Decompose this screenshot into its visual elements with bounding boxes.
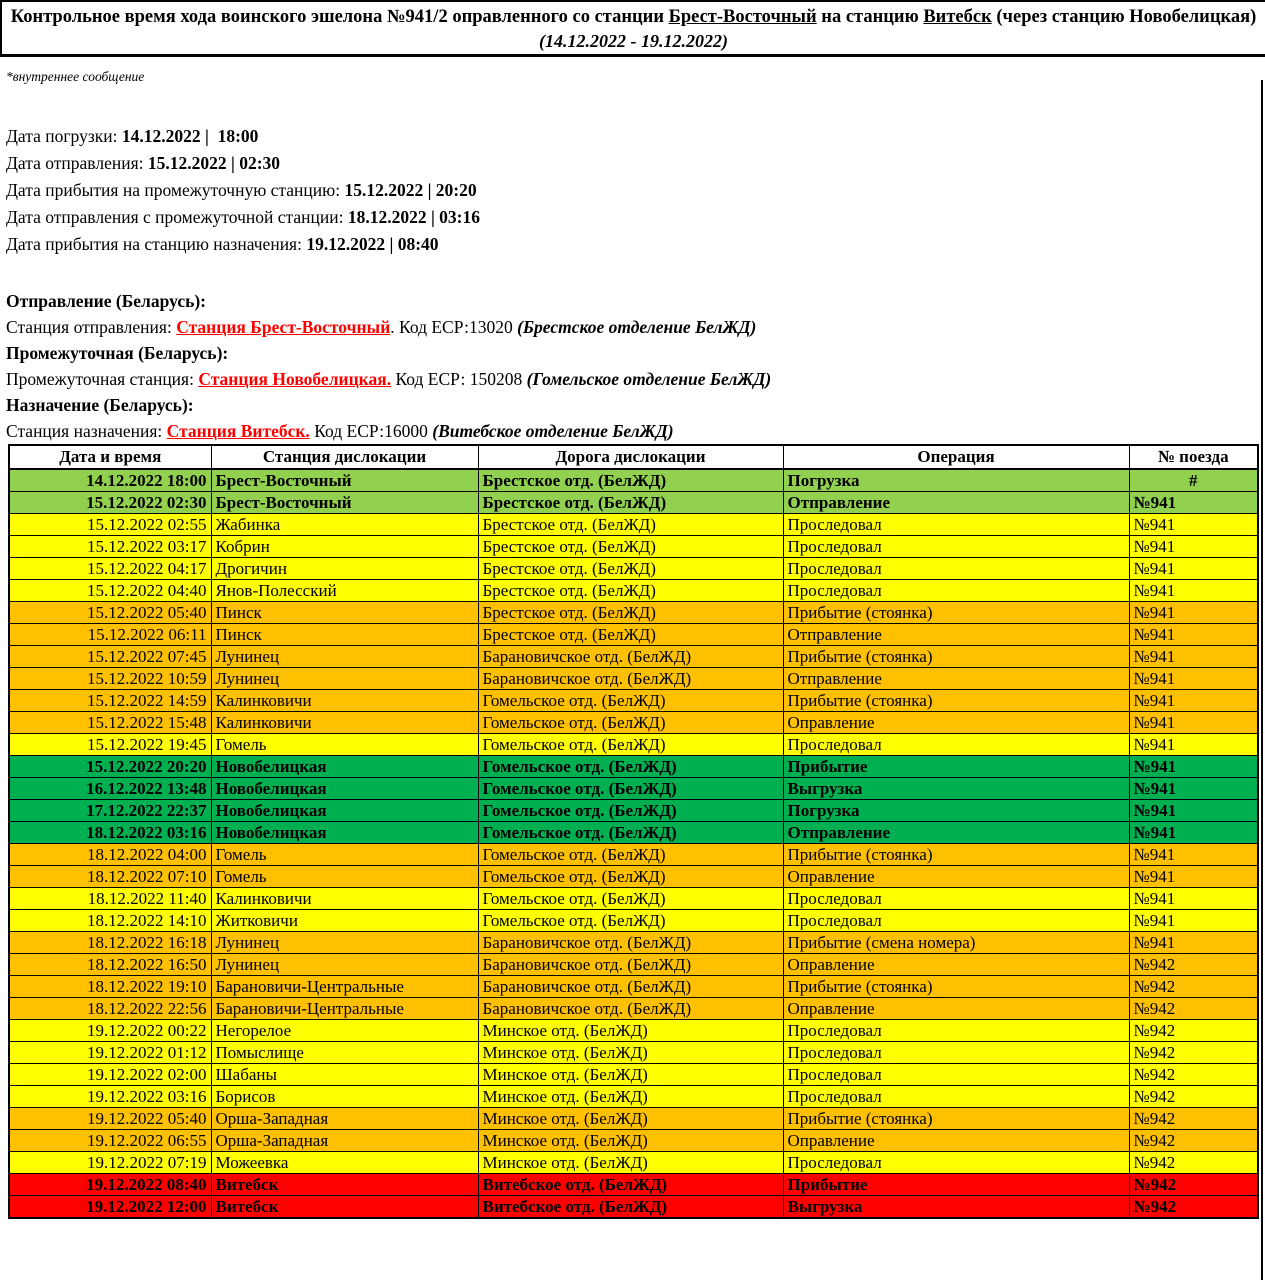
cell-datetime: 18.12.2022 03:16 xyxy=(9,822,211,844)
cell-datetime: 19.12.2022 05:40 xyxy=(9,1108,211,1130)
cell-road: Брестское отд. (БелЖД) xyxy=(478,514,783,536)
summary-label: Дата отправления: xyxy=(6,153,148,173)
cell-train-number: №941 xyxy=(1129,932,1258,954)
table-row xyxy=(9,910,1258,932)
cell-operation: Прибытие (стоянка) xyxy=(783,602,1129,624)
table-row xyxy=(9,756,1258,778)
cell-road: Гомельское отд. (БелЖД) xyxy=(478,690,783,712)
route-heading-intermediate: Промежуточная (Беларусь): xyxy=(6,343,229,363)
cell-datetime: 16.12.2022 13:48 xyxy=(9,778,211,800)
cell-road: Минское отд. (БелЖД) xyxy=(478,1130,783,1152)
table-row xyxy=(9,976,1258,998)
route-line-intermediate xyxy=(6,366,1265,392)
cell-datetime: 15.12.2022 10:59 xyxy=(9,668,211,690)
route-after: . xyxy=(390,317,400,337)
cell-station: Борисов xyxy=(211,1086,478,1108)
cell-station: Орша-Западная xyxy=(211,1108,478,1130)
table-row xyxy=(9,1196,1258,1219)
title-station-to: Витебск xyxy=(923,7,992,27)
cell-train-number: №942 xyxy=(1129,1042,1258,1064)
summary-label: Дата прибытия на станцию назначения: xyxy=(6,234,307,254)
cell-train-number: №942 xyxy=(1129,1108,1258,1130)
cell-station: Калинковичи xyxy=(211,888,478,910)
cell-datetime: 15.12.2022 14:59 xyxy=(9,690,211,712)
cell-train-number: №941 xyxy=(1129,624,1258,646)
cell-operation: Проследовал xyxy=(783,1064,1129,1086)
cell-train-number: №941 xyxy=(1129,536,1258,558)
cell-station: Брест-Восточный xyxy=(211,469,478,492)
cell-train-number: №942 xyxy=(1129,976,1258,998)
cell-road: Минское отд. (БелЖД) xyxy=(478,1042,783,1064)
header-road: Дорога дислокации xyxy=(478,445,783,469)
station-link-vitebsk[interactable]: Станция Витебск. xyxy=(166,421,310,441)
summary-value: 15.12.2022 | 02:30 xyxy=(147,153,281,173)
table-row xyxy=(9,712,1258,734)
cell-station: Пинск xyxy=(211,602,478,624)
cell-operation: Проследовал xyxy=(783,888,1129,910)
cell-train-number: №941 xyxy=(1129,580,1258,602)
cell-station: Лунинец xyxy=(211,668,478,690)
cell-datetime: 14.12.2022 18:00 xyxy=(9,469,211,492)
cell-station: Гомель xyxy=(211,734,478,756)
cell-operation: Проследовал xyxy=(783,558,1129,580)
route-line-destination xyxy=(6,418,1265,444)
cell-operation: Проследовал xyxy=(783,1042,1129,1064)
table-row xyxy=(9,1086,1258,1108)
route-code: Код ЕСР:16000 xyxy=(314,421,433,441)
cell-datetime: 15.12.2022 03:17 xyxy=(9,536,211,558)
cell-station: Пинск xyxy=(211,624,478,646)
cell-operation: Прибытие (стоянка) xyxy=(783,646,1129,668)
cell-operation: Проследовал xyxy=(783,514,1129,536)
cell-road: Витебское отд. (БелЖД) xyxy=(478,1174,783,1196)
cell-train-number: №941 xyxy=(1129,910,1258,932)
cell-train-number: №942 xyxy=(1129,1152,1258,1174)
table-row xyxy=(9,1130,1258,1152)
cell-operation: Отправление xyxy=(783,668,1129,690)
table-row xyxy=(9,800,1258,822)
cell-datetime: 15.12.2022 07:45 xyxy=(9,646,211,668)
cell-datetime: 15.12.2022 02:55 xyxy=(9,514,211,536)
cell-operation: Проследовал xyxy=(783,536,1129,558)
cell-station: Шабаны xyxy=(211,1064,478,1086)
cell-train-number: №942 xyxy=(1129,1086,1258,1108)
cell-road: Гомельское отд. (БелЖД) xyxy=(478,756,783,778)
cell-operation: Отправление xyxy=(783,624,1129,646)
cell-operation: Проследовал xyxy=(783,1020,1129,1042)
cell-station: Лунинец xyxy=(211,932,478,954)
table-row xyxy=(9,492,1258,514)
cell-station: Калинковичи xyxy=(211,712,478,734)
cell-datetime: 15.12.2022 19:45 xyxy=(9,734,211,756)
cell-road: Гомельское отд. (БелЖД) xyxy=(478,888,783,910)
table-row xyxy=(9,1042,1258,1064)
cell-station: Гомель xyxy=(211,866,478,888)
cell-road: Брестское отд. (БелЖД) xyxy=(478,469,783,492)
route-block xyxy=(6,288,1265,444)
cell-train-number: №942 xyxy=(1129,998,1258,1020)
cell-road: Гомельское отд. (БелЖД) xyxy=(478,866,783,888)
cell-operation: Оправление xyxy=(783,998,1129,1020)
cell-road: Минское отд. (БелЖД) xyxy=(478,1108,783,1130)
cell-road: Барановичское отд. (БелЖД) xyxy=(478,668,783,690)
cell-road: Минское отд. (БелЖД) xyxy=(478,1064,783,1086)
cell-datetime: 18.12.2022 19:10 xyxy=(9,976,211,998)
cell-station: Орша-Западная xyxy=(211,1130,478,1152)
route-heading-destination: Назначение (Беларусь): xyxy=(6,395,194,415)
title-date-range: (14.12.2022 - 19.12.2022) xyxy=(539,31,728,51)
route-division: (Гомельское отделение БелЖД) xyxy=(526,369,772,389)
table-row xyxy=(9,514,1258,536)
internal-note: *внутреннее сообщение xyxy=(6,69,145,84)
cell-datetime: 18.12.2022 16:50 xyxy=(9,954,211,976)
cell-road: Гомельское отд. (БелЖД) xyxy=(478,712,783,734)
title-text-1: Контрольное время хода воинского эшелона №941/2 оправленного со станции xyxy=(10,7,669,27)
title-text-2: на станцию xyxy=(816,7,924,27)
cell-operation: Оправление xyxy=(783,954,1129,976)
table-row xyxy=(9,668,1258,690)
route-heading-departure: Отправление (Беларусь): xyxy=(6,291,207,311)
cell-datetime: 18.12.2022 04:00 xyxy=(9,844,211,866)
cell-station: Барановичи-Центральные xyxy=(211,976,478,998)
dislocation-table xyxy=(8,444,1259,1219)
table-row xyxy=(9,1174,1258,1196)
cell-train-number: №941 xyxy=(1129,492,1258,514)
cell-datetime: 19.12.2022 01:12 xyxy=(9,1042,211,1064)
summary-line-departure xyxy=(6,150,1265,177)
cell-train-number: №941 xyxy=(1129,514,1258,536)
cell-train-number: №941 xyxy=(1129,602,1258,624)
title-text-3: (через станцию Новобелицкая) xyxy=(991,7,1257,27)
route-label: Промежуточная станция: xyxy=(6,369,199,389)
cell-road: Брестское отд. (БелЖД) xyxy=(478,580,783,602)
cell-station: Дрогичин xyxy=(211,558,478,580)
cell-operation: Погрузка xyxy=(783,800,1129,822)
cell-train-number: №941 xyxy=(1129,558,1258,580)
cell-road: Барановичское отд. (БелЖД) xyxy=(478,976,783,998)
page-edge-line xyxy=(1261,80,1263,1280)
cell-station: Барановичи-Центральные xyxy=(211,998,478,1020)
table-row xyxy=(9,888,1258,910)
cell-datetime: 18.12.2022 22:56 xyxy=(9,998,211,1020)
cell-train-number: №941 xyxy=(1129,844,1258,866)
route-label: Станция отправления: xyxy=(6,317,177,337)
cell-train-number: №941 xyxy=(1129,668,1258,690)
cell-operation: Проследовал xyxy=(783,910,1129,932)
cell-operation: Отправление xyxy=(783,492,1129,514)
cell-station: Гомель xyxy=(211,844,478,866)
cell-operation: Погрузка xyxy=(783,469,1129,492)
cell-datetime: 18.12.2022 14:10 xyxy=(9,910,211,932)
cell-station: Лунинец xyxy=(211,954,478,976)
cell-station: Кобрин xyxy=(211,536,478,558)
cell-train-number: №941 xyxy=(1129,646,1258,668)
cell-train-number: №942 xyxy=(1129,954,1258,976)
table-row xyxy=(9,954,1258,976)
cell-datetime: 19.12.2022 03:16 xyxy=(9,1086,211,1108)
cell-train-number: №941 xyxy=(1129,756,1258,778)
cell-train-number: # xyxy=(1129,469,1258,492)
cell-station: Лунинец xyxy=(211,646,478,668)
title-box xyxy=(0,0,1265,57)
table-row xyxy=(9,690,1258,712)
summary-block xyxy=(6,123,1265,258)
cell-road: Гомельское отд. (БелЖД) xyxy=(478,844,783,866)
cell-train-number: №942 xyxy=(1129,1196,1258,1219)
cell-operation: Прибытие (стоянка) xyxy=(783,844,1129,866)
cell-operation: Прибытие (стоянка) xyxy=(783,1108,1129,1130)
table-row xyxy=(9,602,1258,624)
cell-datetime: 18.12.2022 11:40 xyxy=(9,888,211,910)
table-row xyxy=(9,998,1258,1020)
cell-operation: Отправление xyxy=(783,822,1129,844)
cell-operation: Проследовал xyxy=(783,1086,1129,1108)
station-link-novobelitskaya[interactable]: Станция Новобелицкая. xyxy=(198,369,392,389)
cell-train-number: №941 xyxy=(1129,888,1258,910)
cell-road: Барановичское отд. (БелЖД) xyxy=(478,998,783,1020)
cell-train-number: №941 xyxy=(1129,866,1258,888)
cell-road: Барановичское отд. (БелЖД) xyxy=(478,954,783,976)
header-datetime: Дата и время xyxy=(9,445,211,469)
cell-train-number: №941 xyxy=(1129,822,1258,844)
header-station: Станция дислокации xyxy=(211,445,478,469)
cell-train-number: №942 xyxy=(1129,1020,1258,1042)
route-division: (Витебское отделение БелЖД) xyxy=(432,421,674,441)
route-code: Код ЕСР: 150208 xyxy=(395,369,527,389)
cell-datetime: 17.12.2022 22:37 xyxy=(9,800,211,822)
cell-operation: Проследовал xyxy=(783,580,1129,602)
table-row xyxy=(9,734,1258,756)
cell-datetime: 18.12.2022 16:18 xyxy=(9,932,211,954)
cell-road: Брестское отд. (БелЖД) xyxy=(478,558,783,580)
table-row xyxy=(9,646,1258,668)
table-row xyxy=(9,1108,1258,1130)
cell-datetime: 15.12.2022 20:20 xyxy=(9,756,211,778)
title-station-from: Брест-Восточный xyxy=(668,7,817,27)
summary-value: 18.12.2022 | 03:16 xyxy=(347,207,481,227)
table-row xyxy=(9,822,1258,844)
cell-datetime: 15.12.2022 02:30 xyxy=(9,492,211,514)
cell-operation: Оправление xyxy=(783,712,1129,734)
cell-datetime: 15.12.2022 15:48 xyxy=(9,712,211,734)
cell-datetime: 19.12.2022 06:55 xyxy=(9,1130,211,1152)
cell-station: Калинковичи xyxy=(211,690,478,712)
cell-operation: Прибытие xyxy=(783,1174,1129,1196)
cell-train-number: №941 xyxy=(1129,734,1258,756)
cell-road: Минское отд. (БелЖД) xyxy=(478,1086,783,1108)
cell-train-number: №941 xyxy=(1129,778,1258,800)
table-row xyxy=(9,1020,1258,1042)
cell-train-number: №942 xyxy=(1129,1130,1258,1152)
summary-line-intermediate-departure xyxy=(6,204,1265,231)
cell-operation: Прибытие (стоянка) xyxy=(783,976,1129,998)
cell-datetime: 15.12.2022 05:40 xyxy=(9,602,211,624)
cell-road: Брестское отд. (БелЖД) xyxy=(478,602,783,624)
cell-station: Можеевка xyxy=(211,1152,478,1174)
route-line-departure xyxy=(6,314,1265,340)
cell-datetime: 15.12.2022 04:40 xyxy=(9,580,211,602)
cell-road: Витебское отд. (БелЖД) xyxy=(478,1196,783,1219)
table-row xyxy=(9,469,1258,492)
cell-road: Гомельское отд. (БелЖД) xyxy=(478,822,783,844)
summary-line-destination-arrival xyxy=(6,231,1265,258)
table-row xyxy=(9,778,1258,800)
cell-road: Барановичское отд. (БелЖД) xyxy=(478,932,783,954)
cell-station: Жабинка xyxy=(211,514,478,536)
summary-value: 19.12.2022 | 08:40 xyxy=(306,234,439,254)
cell-datetime: 19.12.2022 00:22 xyxy=(9,1020,211,1042)
table-row xyxy=(9,580,1258,602)
cell-datetime: 19.12.2022 02:00 xyxy=(9,1064,211,1086)
summary-line-intermediate-arrival xyxy=(6,177,1265,204)
route-code: Код ЕСР:13020 xyxy=(399,317,518,337)
table-header-row xyxy=(9,445,1258,469)
cell-station: Новобелицкая xyxy=(211,756,478,778)
route-label: Станция назначения: xyxy=(6,421,167,441)
cell-train-number: №941 xyxy=(1129,690,1258,712)
cell-datetime: 15.12.2022 06:11 xyxy=(9,624,211,646)
cell-station: Негорелое xyxy=(211,1020,478,1042)
table-row xyxy=(9,844,1258,866)
cell-road: Минское отд. (БелЖД) xyxy=(478,1020,783,1042)
summary-label: Дата прибытия на промежуточную станцию: xyxy=(6,180,345,200)
cell-operation: Выгрузка xyxy=(783,778,1129,800)
cell-road: Гомельское отд. (БелЖД) xyxy=(478,734,783,756)
cell-operation: Проследовал xyxy=(783,1152,1129,1174)
summary-label: Дата погрузки: xyxy=(6,126,122,146)
cell-road: Брестское отд. (БелЖД) xyxy=(478,492,783,514)
cell-datetime: 19.12.2022 08:40 xyxy=(9,1174,211,1196)
cell-operation: Оправление xyxy=(783,1130,1129,1152)
cell-station: Помыслище xyxy=(211,1042,478,1064)
route-division: (Брестское отделение БелЖД) xyxy=(517,317,757,337)
table-row xyxy=(9,558,1258,580)
cell-operation: Прибытие xyxy=(783,756,1129,778)
summary-label: Дата отправления с промежуточной станции: xyxy=(6,207,348,227)
table-row xyxy=(9,1152,1258,1174)
header-operation: Операция xyxy=(783,445,1129,469)
cell-train-number: №942 xyxy=(1129,1064,1258,1086)
summary-value: 15.12.2022 | 20:20 xyxy=(344,180,477,200)
dislocation-table-body xyxy=(9,469,1258,1218)
cell-operation: Прибытие (стоянка) xyxy=(783,690,1129,712)
summary-value: 14.12.2022 | 18:00 xyxy=(121,126,259,146)
summary-line-loading xyxy=(6,123,1265,150)
cell-operation: Выгрузка xyxy=(783,1196,1129,1219)
cell-station: Житковичи xyxy=(211,910,478,932)
cell-road: Барановичское отд. (БелЖД) xyxy=(478,646,783,668)
cell-datetime: 19.12.2022 12:00 xyxy=(9,1196,211,1219)
cell-train-number: №942 xyxy=(1129,1174,1258,1196)
table-row xyxy=(9,624,1258,646)
cell-station: Новобелицкая xyxy=(211,800,478,822)
table-row xyxy=(9,536,1258,558)
cell-operation: Проследовал xyxy=(783,734,1129,756)
table-row xyxy=(9,1064,1258,1086)
cell-operation: Оправление xyxy=(783,866,1129,888)
station-link-brest[interactable]: Станция Брест-Восточный xyxy=(176,317,391,337)
cell-road: Минское отд. (БелЖД) xyxy=(478,1152,783,1174)
cell-station: Витебск xyxy=(211,1174,478,1196)
cell-road: Брестское отд. (БелЖД) xyxy=(478,536,783,558)
cell-station: Новобелицкая xyxy=(211,778,478,800)
table-row xyxy=(9,932,1258,954)
cell-road: Гомельское отд. (БелЖД) xyxy=(478,800,783,822)
cell-station: Брест-Восточный xyxy=(211,492,478,514)
cell-operation: Прибытие (смена номера) xyxy=(783,932,1129,954)
document-title xyxy=(6,5,1261,29)
cell-station: Новобелицкая xyxy=(211,822,478,844)
cell-road: Гомельское отд. (БелЖД) xyxy=(478,778,783,800)
cell-datetime: 18.12.2022 07:10 xyxy=(9,866,211,888)
cell-datetime: 19.12.2022 07:19 xyxy=(9,1152,211,1174)
cell-datetime: 15.12.2022 04:17 xyxy=(9,558,211,580)
cell-train-number: №941 xyxy=(1129,800,1258,822)
cell-train-number: №941 xyxy=(1129,712,1258,734)
cell-road: Гомельское отд. (БелЖД) xyxy=(478,910,783,932)
cell-station: Витебск xyxy=(211,1196,478,1219)
cell-station: Янов-Полесский xyxy=(211,580,478,602)
header-train-number: № поезда xyxy=(1129,445,1258,469)
cell-road: Брестское отд. (БелЖД) xyxy=(478,624,783,646)
table-row xyxy=(9,866,1258,888)
